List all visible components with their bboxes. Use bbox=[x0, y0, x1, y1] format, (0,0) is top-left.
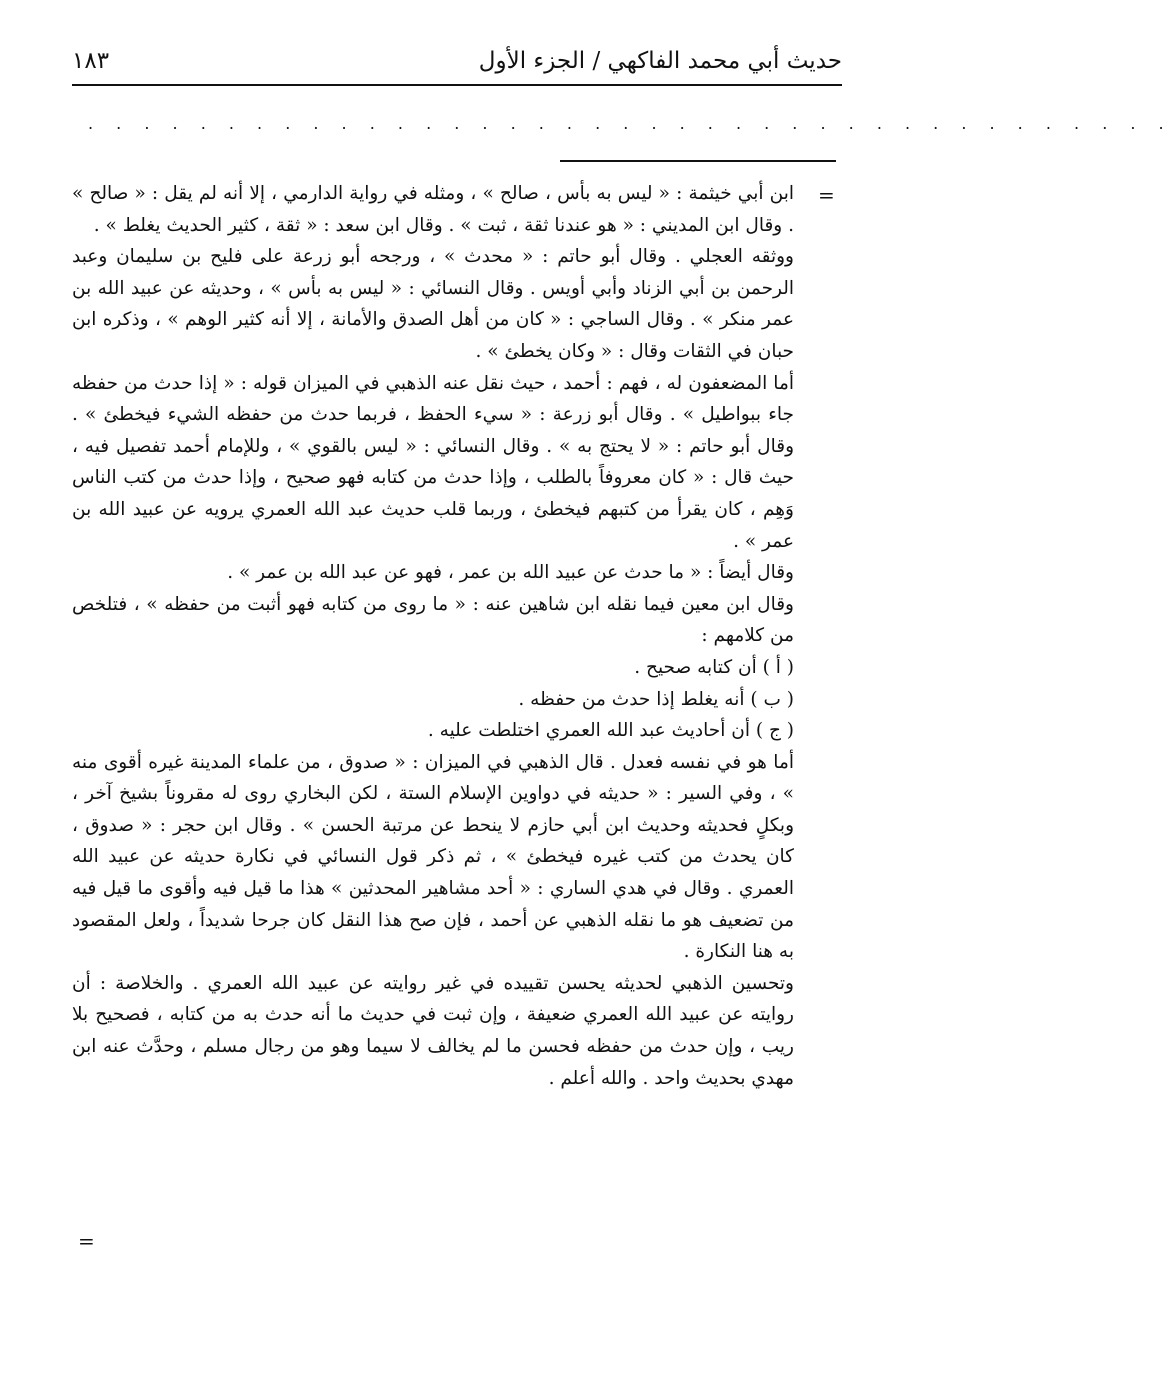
paragraph: ابن أبي خيثمة : « ليس به بأس ، صالح » ، ومثله في رواية الدارمي ، إلا أنه لم يقل : « صالح » . وقال ابن المديني : « هو عندنا ثقة ، ثبت » . وقال ابن سعد : « ثقة ، كثير الحديث يغلط » . bbox=[72, 183, 794, 236]
paragraph: ووثقه العجلي . وقال أبو حاتم : « محدث » ، ورجحه أبو زرعة على فليح بن سليمان وعبد الرحمن بن أبي الزناد وأبي أويس . وقال النسائي : « ليس به بأس » ، وحديثه عن عبيد الله بن عمر منكر » . وقال الساجي : « كان من أهل الصدق والأمانة ، إلا أنه كثير الوهم » ، وذكره ابن حبان في الثقات وقال : « وكان يخطئ » . bbox=[72, 246, 794, 362]
paragraph: وتحسين الذهبي لحديثه يحسن تقييده في غير روايته عن عبيد الله العمري . والخلاصة : أن روايته عن عبيد الله العمري ضعيفة ، وإن ثبت في حديث ما أنه حدث به من كتابه ، فصحيح بلا ريب ، وإن حدث من حفظه فحسن ما لم يخالف لا سيما وهو من رجال مسلم ، وحدَّث عنه ابن مهدي بحديث واحد . والله أعلم . bbox=[72, 972, 794, 1089]
omission-dots: . . . . . . . . . . . . . . . . . . . . . . . . . . . . . . . . . . . . . . . bbox=[88, 114, 1173, 133]
page-header bbox=[72, 44, 842, 84]
footnote-body bbox=[72, 178, 794, 1094]
continuation-mark-start: = bbox=[818, 183, 835, 207]
footnote-separator bbox=[560, 160, 836, 162]
header-rule bbox=[72, 84, 842, 86]
paragraph: أما المضعفون له ، فهم : أحمد ، حيث نقل عنه الذهبي في الميزان قوله : « إذا حدث من حفظه جاء ببواطيل » . وقال أبو زرعة : « سيء الحفظ ، فربما حدث من حفظه الشيء فيخطئ » . وقال أبو حاتم : « لا يحتج به » . وقال النسائي : « ليس بالقوي » ، وللإمام أحمد تفصيل فيه ، حيث قال : « كان معروفاً بالطلب ، وإذا حدث من كتابه فهو صحيح ، وإذا حدث من كتب الناس وَهِم ، كان يقرأ من كتبهم فيخطئ ، وربما قلب حديث عبد الله العمري يرويه عن عبيد الله بن عمر » . bbox=[72, 372, 794, 552]
list-item: ( ب ) أنه يغلط إذا حدث من حفظه . bbox=[518, 688, 794, 710]
list-item: ( أ ) أن كتابه صحيح . bbox=[634, 656, 794, 678]
list-item: ( ج ) أن أحاديث عبد الله العمري اختلطت عليه . bbox=[427, 720, 794, 742]
paragraph: وقال ابن معين فيما نقله ابن شاهين عنه : « ما روى من كتابه فهو أثبت من حفظه » ، فتلخص من كلامهم : bbox=[72, 593, 794, 647]
page-number: ١٨٣ bbox=[72, 48, 110, 74]
running-title: حديث أبي محمد الفاكهي / الجزء الأول bbox=[478, 48, 842, 74]
continuation-mark-end: = bbox=[78, 1229, 95, 1253]
paragraph: وقال أيضاً : « ما حدث عن عبيد الله بن عمر ، فهو عن عبد الله بن عمر » . bbox=[227, 562, 794, 584]
paragraph: أما هو في نفسه فعدل . قال الذهبي في الميزان : « صدوق ، من علماء المدينة غيره أقوى منه » ، وفي السير : « حديثه في دواوين الإسلام الستة ، لكن البخاري روى له مقروناً بشيخ آخر ، وبكلٍ فحديثه وحديث ابن أبي حازم لا ينحط عن مرتبة الحسن » . وقال ابن حجر : « صدوق ، كان يحدث من كتب غيره فيخطئ » ، ثم ذكر قول النسائي في نكارة حديثه عن عبيد الله العمري . وقال في هدي الساري : « أحد مشاهير المحدثين » هذا ما قيل فيه وأقوى ما قيل فيه من تضعيف هو ما نقله الذهبي عن أحمد ، فإن صح هذا النقل كان جرحا شديداً ، ولعل المقصود به هنا النكارة . bbox=[72, 751, 794, 963]
